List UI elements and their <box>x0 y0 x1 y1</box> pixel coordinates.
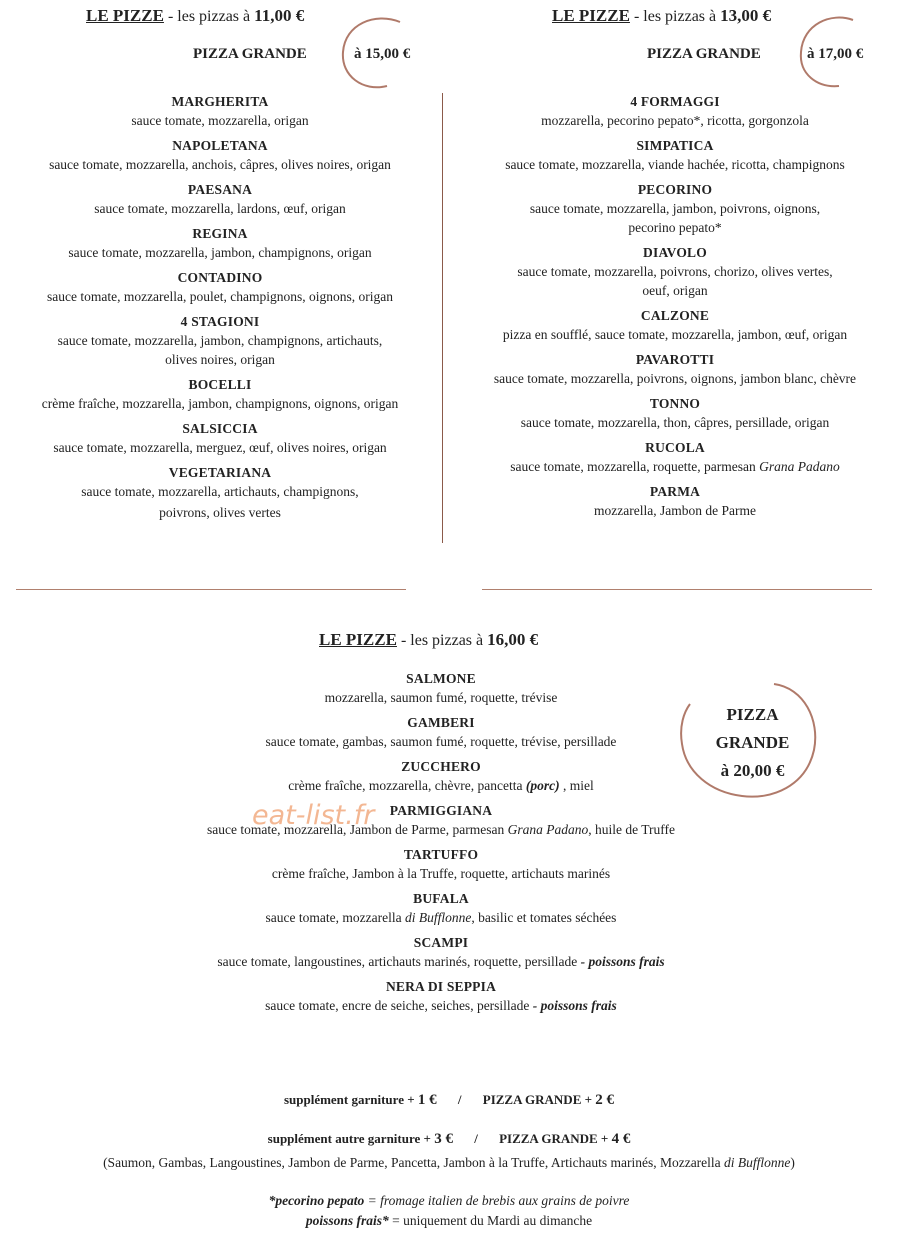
pizza-item <box>10 93 430 130</box>
desc-text-after: , huile de Truffe <box>588 822 675 837</box>
pizza-desc-line2: pecorino pepato* <box>628 220 722 235</box>
supp2-grande-price: 4 € <box>611 1131 631 1147</box>
pizza-name: GAMBERI <box>407 715 475 730</box>
left-grande-price: à 15,00 € <box>354 46 411 62</box>
desc-text: sauce tomate, encre de seiche, seiches, persillade <box>265 998 533 1013</box>
pizza-name: CONTADINO <box>177 270 263 285</box>
pizza-name: PAESANA <box>187 182 253 197</box>
desc-bold-italic: - poissons frais <box>580 954 665 969</box>
pizza-desc: mozzarella, saumon fumé, roquette, trévise <box>324 690 558 705</box>
pizza-desc: sauce tomate, mozzarella, jambon, poivrons, oignons, <box>529 201 821 216</box>
pizza-item <box>141 978 741 1015</box>
pizza-name: REGINA <box>192 226 248 241</box>
pizza-item <box>470 137 880 174</box>
left-header <box>86 6 304 26</box>
pizza-desc: sauce tomate, mozzarella, jambon, champignons, artichauts, <box>57 333 383 348</box>
supp1-separator: / <box>457 1092 462 1107</box>
pizza-name: 4 FORMAGGI <box>630 94 720 109</box>
left-grande-label: PIZZA GRANDE <box>193 46 307 62</box>
pizza-item <box>10 225 430 262</box>
pizza-desc: crème fraîche, mozzarella, jambon, champignons, oignons, origan <box>41 396 399 411</box>
pizza-name: NAPOLETANA <box>172 138 268 153</box>
pizza-name: DIAVOLO <box>643 245 707 260</box>
right-pizza-list <box>470 93 880 527</box>
left-circle-arc <box>335 14 415 94</box>
left-header-sub: - les pizzas à <box>163 8 255 25</box>
supp1-price: 1 € <box>417 1092 437 1108</box>
desc-text: sauce tomate, mozzarella <box>265 910 405 925</box>
pizza-item <box>10 464 430 522</box>
badge-line3: à 20,00 € <box>720 761 785 780</box>
desc-text: sauce tomate, mozzarella, roquette, parmesan <box>510 459 760 474</box>
supplement-line-3 <box>0 1155 898 1171</box>
supplement-line-1 <box>0 1092 898 1109</box>
pizza-item <box>141 846 741 883</box>
pizza-name: ZUCCHERO <box>401 759 481 774</box>
supp2-price: 3 € <box>434 1131 453 1147</box>
pizza-desc-line2: olives noires, origan <box>165 352 275 367</box>
pizza-desc: crème fraîche, Jambon à la Truffe, roquette, artichauts marinés <box>271 866 611 881</box>
pizza-item <box>470 439 880 476</box>
pizza-desc: sauce tomate, mozzarella, viande hachée, ricotta, champignons <box>505 157 845 172</box>
supplement-line-2 <box>0 1131 898 1148</box>
desc-text: crème fraîche, mozzarella, chèvre, pancetta <box>288 778 526 793</box>
pizza-item <box>470 181 880 237</box>
pizza-desc: mozzarella, Jambon de Parme <box>594 503 756 518</box>
pizza-name: TONNO <box>649 396 701 411</box>
desc-italic: di Bufflonne <box>404 910 472 925</box>
bottom-header <box>319 630 538 650</box>
right-circle-arc <box>793 14 863 94</box>
pizza-desc: sauce tomate, mozzarella, poulet, champignons, oignons, origan <box>46 289 394 304</box>
pizza-desc: sauce tomate, mozzarella, anchois, câpres, olives noires, origan <box>49 157 391 172</box>
pizza-desc <box>141 820 741 839</box>
supp2-separator: / <box>474 1131 478 1146</box>
pizza-desc <box>141 952 741 971</box>
pizza-name: SCAMPI <box>413 935 469 950</box>
badge-line2: GRANDE <box>715 733 790 752</box>
pizza-desc: pizza en soufflé, sauce tomate, mozzarella, jambon, œuf, origan <box>502 327 848 342</box>
supp1-grande-price: 2 € <box>595 1092 615 1108</box>
pizza-item <box>470 351 880 388</box>
desc-bold-italic: (porc) <box>525 778 560 793</box>
bottom-header-price: 16,00 € <box>487 630 539 649</box>
supp1-grande-label: PIZZA GRANDE + <box>482 1092 596 1107</box>
left-header-title: LE PIZZE <box>86 6 164 25</box>
supp1-label: supplément garniture + <box>283 1092 418 1107</box>
pizza-name: PECORINO <box>637 182 713 197</box>
footnote-2 <box>0 1213 898 1229</box>
pizza-desc: sauce tomate, mozzarella, poivrons, chorizo, olives vertes, <box>517 264 833 279</box>
left-pizza-list <box>10 93 430 529</box>
desc-text: sauce tomate, langoustines, artichauts marinés, roquette, persillade <box>217 954 581 969</box>
pizza-name: SIMPATICA <box>636 138 714 153</box>
pizza-name: CALZONE <box>640 308 710 323</box>
pizza-desc <box>470 457 880 476</box>
pizza-item <box>10 376 430 413</box>
right-header-title: LE PIZZE <box>552 6 630 25</box>
right-header-price: 13,00 € <box>720 6 772 25</box>
pizza-name: MARGHERITA <box>171 94 269 109</box>
badge-line1: PIZZA <box>726 705 779 724</box>
footnote-2-text: = uniquement du Mardi au dimanche <box>388 1213 593 1228</box>
right-separator <box>482 589 872 590</box>
pizza-item <box>470 395 880 432</box>
pizza-desc: sauce tomate, mozzarella, lardons, œuf, origan <box>94 201 346 216</box>
pizza-desc <box>141 996 741 1015</box>
desc-italic: Grana Padano <box>507 822 589 837</box>
pizza-name: PARMIGGIANA <box>389 803 493 818</box>
pizza-name: SALMONE <box>406 671 476 686</box>
desc-italic: Grana Padano <box>759 459 840 474</box>
pizza-item <box>141 758 741 795</box>
pizza-desc: sauce tomate, mozzarella, jambon, champignons, origan <box>68 245 372 260</box>
bottom-pizza-list <box>141 670 741 1022</box>
pizza-item <box>470 483 880 520</box>
desc-text-after: , miel <box>559 778 594 793</box>
pizza-desc: sauce tomate, mozzarella, origan <box>131 113 309 128</box>
bottom-header-sub: - les pizzas à <box>396 632 488 649</box>
pizza-name: TARTUFFO <box>403 847 479 862</box>
pizza-desc: sauce tomate, gambas, saumon fumé, roquette, trévise, persillade <box>265 734 617 749</box>
pizza-desc: sauce tomate, mozzarella, artichauts, champignons, <box>81 484 359 499</box>
pizza-item <box>470 307 880 344</box>
pizza-item <box>10 420 430 457</box>
pizza-item <box>470 93 880 130</box>
column-divider <box>442 93 443 543</box>
pizza-name: VEGETARIANA <box>168 465 272 480</box>
pizza-item <box>141 934 741 971</box>
footnote-1 <box>0 1193 898 1209</box>
pizza-name: PARMA <box>649 484 701 499</box>
pizza-item <box>470 244 880 300</box>
pizza-desc-line2: oeuf, origan <box>642 283 708 298</box>
left-header-price: 11,00 € <box>254 6 305 25</box>
bottom-header-title: LE PIZZE <box>319 630 397 649</box>
right-header <box>552 6 771 26</box>
pizza-item <box>141 714 741 751</box>
pizza-desc <box>141 776 741 795</box>
right-grande-price: à 17,00 € <box>807 46 864 62</box>
pizza-name: BUFALA <box>413 891 469 906</box>
right-header-sub: - les pizzas à <box>629 8 721 25</box>
supp2-label: supplément autre garniture + <box>267 1131 435 1146</box>
supp2-grande-label: PIZZA GRANDE + <box>499 1131 612 1146</box>
footnote-1-term: *pecorino pepato <box>268 1193 365 1208</box>
pizza-name: 4 STAGIONI <box>180 314 260 329</box>
pizza-desc: sauce tomate, mozzarella, thon, câpres, persillade, origan <box>520 415 830 430</box>
desc-bold-italic: - poissons frais <box>532 998 617 1013</box>
pizza-desc <box>141 908 741 927</box>
supp3-end: ) <box>790 1155 795 1170</box>
pizza-name: BOCELLI <box>188 377 252 392</box>
desc-text: sauce tomate, mozzarella, Jambon de Parme, parmesan <box>206 822 508 837</box>
pizza-name: RUCOLA <box>645 440 705 455</box>
supp3-text: (Saumon, Gambas, Langoustines, Jambon de Parme, Pancetta, Jambon à la Truffe, Artichauts marinés, Mozzarella <box>103 1155 725 1170</box>
pizza-item <box>10 269 430 306</box>
pizza-item <box>10 137 430 174</box>
right-grande-label: PIZZA GRANDE <box>647 46 761 62</box>
watermark-logo: eat-list.fr <box>252 800 375 831</box>
left-separator <box>16 589 406 590</box>
pizza-desc: sauce tomate, mozzarella, merguez, œuf, olives noires, origan <box>53 440 387 455</box>
pizza-desc: sauce tomate, mozzarella, poivrons, oignons, jambon blanc, chèvre <box>493 371 857 386</box>
pizza-item <box>141 670 741 707</box>
pizza-name: NERA DI SEPPIA <box>385 979 497 994</box>
pizza-name: PAVAROTTI <box>635 352 715 367</box>
pizza-item <box>141 890 741 927</box>
footnote-2-term: poissons frais* <box>305 1213 389 1228</box>
footnote-1-text: = fromage italien de brebis aux grains de poivre <box>364 1193 630 1208</box>
pizza-desc-line2: poivrons, olives vertes <box>159 505 281 520</box>
pizza-item <box>141 802 741 839</box>
supp3-italic: di Bufflonne <box>724 1155 791 1170</box>
pizza-item <box>10 181 430 218</box>
desc-text-after: , basilic et tomates séchées <box>471 910 617 925</box>
pizza-item <box>10 313 430 369</box>
pizza-desc: mozzarella, pecorino pepato*, ricotta, gorgonzola <box>541 113 809 128</box>
pizza-name: SALSICCIA <box>182 421 258 436</box>
